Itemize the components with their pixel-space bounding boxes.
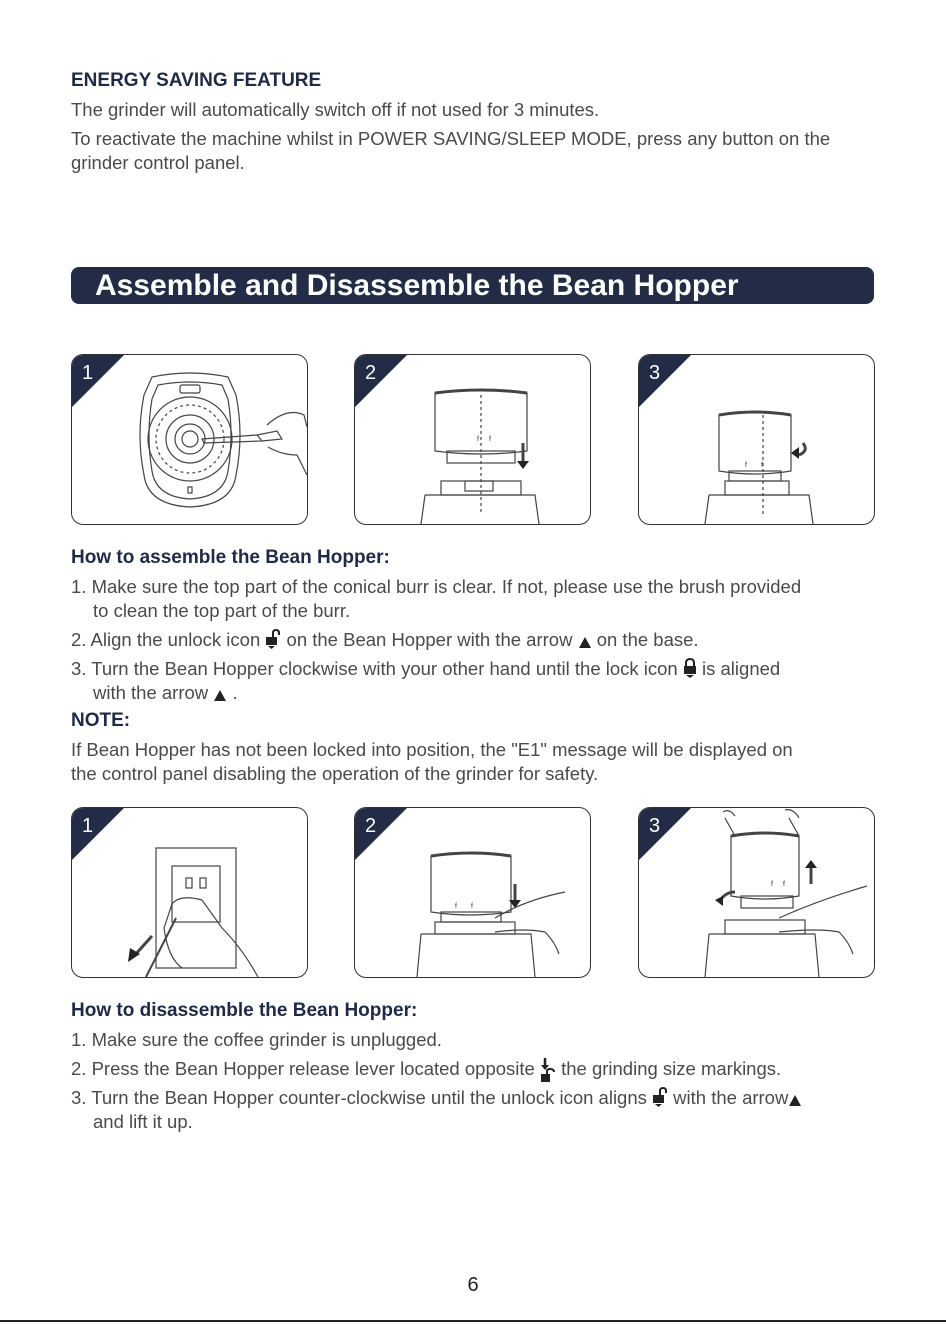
assemble-step-2-illustration	[354, 354, 591, 525]
disassemble-step-3-illustration	[638, 807, 875, 978]
hopper-rotating-illustration	[639, 355, 874, 524]
section-banner	[71, 267, 874, 304]
arrow-up-icon	[578, 635, 592, 649]
step-number: 1	[82, 362, 94, 384]
note-title: NOTE:	[71, 710, 131, 731]
step-number: 1	[82, 815, 94, 837]
energy-saving-line-2b: grinder control panel.	[71, 152, 245, 173]
disassemble-step-2-illustration	[354, 807, 591, 978]
assemble-step-1-illustration	[71, 354, 308, 525]
unlock-icon	[265, 629, 281, 649]
svg-text:f: f	[761, 462, 763, 469]
disassemble-title: How to disassemble the Bean Hopper:	[71, 1000, 418, 1021]
page-number: 6	[467, 1274, 479, 1296]
assemble-step-3a: 3. Turn the Bean Hopper clockwise with your other hand until the lock icon	[71, 658, 678, 679]
energy-saving-title: ENERGY SAVING FEATURE	[71, 70, 322, 91]
hopper-lowering-illustration	[355, 355, 590, 524]
assemble-step-2a: 2. Align the unlock icon	[71, 629, 261, 650]
step-number: 2	[365, 362, 377, 384]
lift-hopper-illustration	[639, 808, 874, 977]
assemble-step-2	[71, 628, 699, 652]
disassemble-step-3a: 3. Turn the Bean Hopper counter-clockwise until the unlock icon aligns	[71, 1087, 647, 1108]
assemble-step-3b: is aligned	[702, 658, 781, 679]
assemble-step-2c: on the base.	[596, 629, 699, 650]
disassemble-step-2a: 2. Press the Bean Hopper release lever located opposite	[71, 1058, 535, 1079]
svg-text:f: f	[477, 436, 479, 443]
disassemble-step-2	[71, 1057, 781, 1082]
disassemble-step-3	[71, 1086, 802, 1110]
assemble-step-1b: to clean the top part of the burr.	[93, 600, 351, 621]
unlock-icon	[652, 1087, 668, 1107]
assemble-step-3-cont	[93, 681, 238, 705]
disassemble-step-1: 1. Make sure the coffee grinder is unplugged.	[71, 1029, 442, 1050]
assemble-title: How to assemble the Bean Hopper:	[71, 547, 390, 568]
assemble-step-3c: with the arrow	[93, 682, 209, 703]
step-number: 2	[365, 815, 377, 837]
svg-text:f: f	[745, 462, 747, 469]
bottom-rule	[0, 1320, 946, 1322]
step-number: 3	[649, 362, 661, 384]
assemble-step-1a: 1. Make sure the top part of the conical burr is clear. If not, please use the brush provided	[71, 576, 802, 597]
svg-text:f: f	[783, 881, 785, 888]
step-number: 3	[649, 815, 661, 837]
arrow-up-icon	[788, 1093, 802, 1107]
svg-text:f: f	[455, 903, 457, 910]
svg-text:f: f	[771, 881, 773, 888]
disassemble-step-3c: and lift it up.	[93, 1111, 193, 1132]
assemble-step-2b: on the Bean Hopper with the arrow	[286, 629, 573, 650]
assemble-step-3-illustration	[638, 354, 875, 525]
section-title: Assemble and Disassemble the Bean Hopper	[95, 269, 739, 302]
assemble-step-3	[71, 657, 780, 681]
burr-brush-illustration	[72, 355, 307, 524]
press-lever-illustration	[355, 808, 590, 977]
energy-saving-line-2a: To reactivate the machine whilst in POWER SAVING/SLEEP MODE, press any button on the	[71, 128, 831, 149]
release-lever-icon	[540, 1058, 556, 1082]
svg-text:f: f	[471, 903, 473, 910]
disassemble-step-2b: the grinding size markings.	[561, 1058, 782, 1079]
disassemble-step-3b: with the arrow	[673, 1087, 789, 1108]
svg-text:f: f	[489, 436, 491, 443]
assemble-step-3d: .	[232, 682, 238, 703]
arrow-up-icon	[213, 688, 227, 702]
note-line-2: the control panel disabling the operation of the grinder for safety.	[71, 763, 599, 784]
lock-icon	[683, 658, 697, 678]
note-line-1: If Bean Hopper has not been locked into position, the "E1" message will be displayed on	[71, 739, 793, 760]
energy-saving-line-1: The grinder will automatically switch off if not used for 3 minutes.	[71, 99, 600, 120]
unplug-illustration	[72, 808, 307, 977]
disassemble-step-1-illustration	[71, 807, 308, 978]
